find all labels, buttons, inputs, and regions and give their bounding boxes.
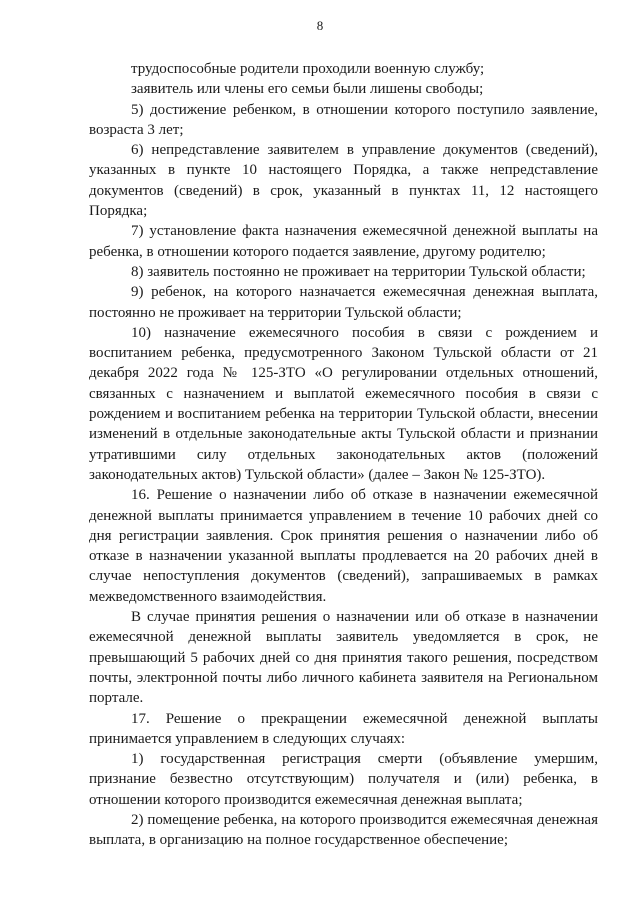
paragraph: 1) государственная регистрация смерти (объявление умершим, признание безвестно отсутствующим) получателя и (или) ребенка, в отношении которого производится ежемесячная денежная выплата; [89,751,598,808]
paragraph: 7) установление факта назначения ежемесячной денежной выплаты на ребенка, в отношении которого подается заявление, другому родителю; [89,223,598,260]
page-number: 8 [316,18,324,33]
paragraph: 9) ребенок, на которого назначается ежемесячная денежная выплата, постоянно не проживает на территории Тульской области; [89,284,598,321]
paragraph: 6) непредставление заявителем в управление документов (сведений), указанных в пункте 10 настоящего Порядка, а также непредставление документов (сведений) в срок, указанный в пунктах 11, 12 настоящего Порядка; [89,142,598,220]
paragraph: 5) достижение ребенком, в отношении которого поступило заявление, возраста 3 лет; [89,101,598,138]
document-body [89,59,598,851]
paragraph: 10) назначение ежемесячного пособия в связи с рождением и воспитанием ребенка, предусмотренного Законом Тульской области от 21 декабря 2022 года № 125-ЗТО «О регулировании отдельных отношений, связанных с назначением и выплатой ежемесячного пособия в связи с рождением и воспитанием ребенка на территории Тульской области, внесении изменений в отдельные законодательные акты Тульской области и признании утратившими силу отдельных законодательных актов (положений законодательных актов) Тульской области» (далее – Закон № 125-ЗТО). [89,324,598,483]
paragraph: В случае принятия решения о назначении или об отказе в назначении ежемесячной денежной выплаты заявитель уведомляется в срок, не превышающий 5 рабочих дней со дня принятия такого решения, посредством почты, электронной почты либо личного кабинета заявителя на Региональном портале. [89,609,598,707]
paragraph: 16. Решение о назначении либо об отказе в назначении ежемесячной денежной выплаты принимается управлением в течение 10 рабочих дней со дня регистрации заявления. Срок принятия решения о назначении либо об отказе в назначении указанной выплаты продлевается на 20 рабочих дней в случае непоступления документов (сведений), запрашиваемых в рамках межведомственного взаимодействия. [89,487,598,605]
paragraph: трудоспособные родители проходили военную службу; [131,61,485,77]
paragraph: 2) помещение ребенка, на которого производится ежемесячная денежная выплата, в организацию на полное государственное обеспечение; [89,811,598,849]
paragraph: 17. Решение о прекращении ежемесячной денежной выплаты принимается управлением в следующих случаях: [89,710,598,747]
paragraph: заявитель или члены его семьи были лишены свободы; [131,81,484,98]
paragraph: 8) заявитель постоянно не проживает на территории Тульской области; [131,263,586,280]
